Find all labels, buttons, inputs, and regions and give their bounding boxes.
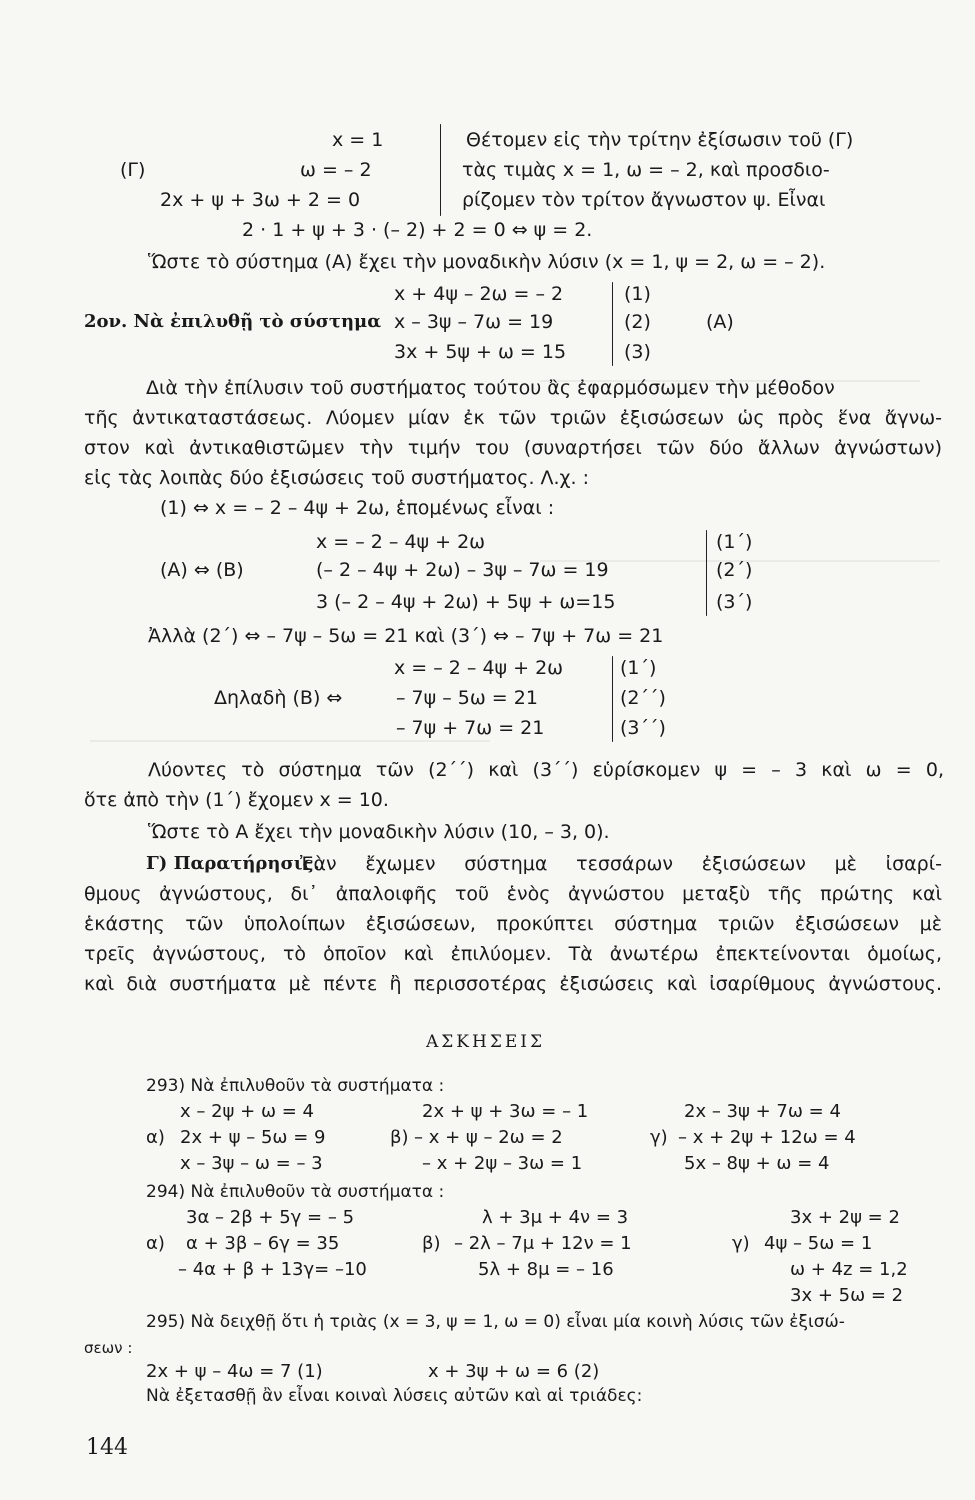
remark-line4: τρεῖς ἀγνώστους, τὸ ὁποῖον καὶ ἐπιλύομεν. Τὰ ἀνωτέρω ἐπεκτείνονται ὁμοίως, xyxy=(84,943,942,965)
e293-b2: – x + ψ – 2ω = 2 xyxy=(414,1127,563,1148)
intro-eq1: x = 1 xyxy=(332,129,384,151)
solve2-line2: ὅτε ἀπὸ τὴν (1΄) ἔχομεν x = 10. xyxy=(84,789,389,811)
e294-c1: 3x + 2ψ = 2 xyxy=(790,1207,900,1228)
ex2-para-line1: Διὰ τὴν ἐπίλυσιν τοῦ συστήματος τούτου ἂς ἐφαρμόσωμεν τὴν μέθοδον xyxy=(146,377,835,399)
intro-text3: ρίζομεν τὸν τρίτον ἄγνωστον ψ. Εἶναι xyxy=(462,189,826,211)
b-label: (A) ⇔ (B) xyxy=(160,559,244,581)
e295-eq2: x + 3ψ + ω = 6 (2) xyxy=(428,1361,600,1382)
ex2-brace xyxy=(612,282,613,366)
ex2-solve-line: (1) ⇔ x = – 2 – 4ψ + 2ω, ἑπομένως εἶναι : xyxy=(160,497,555,519)
b-tag2: (2΄) xyxy=(716,559,753,581)
e294-b1: λ + 3μ + 4ν = 3 xyxy=(482,1207,629,1228)
intro-brace xyxy=(440,124,441,216)
remark-line3: ἑκάστης τῶν ὑπολοίπων ἐξισώσεων, προκύπτει σύστημα τριῶν ἐξισώσεων μὲ xyxy=(84,913,942,935)
d-tag3: (3΄΄) xyxy=(620,717,666,739)
alla-line: Ἀλλὰ (2΄) ⇔ – 7ψ – 5ω = 21 καὶ (3΄) ⇔ – 7ψ + 7ω = 21 xyxy=(148,625,664,647)
d-tag1: (1΄) xyxy=(620,657,657,679)
e294-c4: 3x + 5ω = 2 xyxy=(790,1285,904,1306)
d-eq2: – 7ψ – 5ω = 21 xyxy=(396,687,538,709)
e294-a2: α + 3β – 6γ = 35 xyxy=(186,1233,340,1254)
intro-calc: 2 · 1 + ψ + 3 · (– 2) + 2 = 0 ⇔ ψ = 2. xyxy=(242,219,593,241)
d-label: Δηλαδὴ (B) ⇔ xyxy=(214,687,343,709)
e293-c-label: γ) xyxy=(650,1127,668,1148)
e294-b3: 5λ + 8μ = – 16 xyxy=(478,1259,614,1280)
ex2-eq3: 3x + 5ψ + ω = 15 xyxy=(394,341,567,363)
e293-a-label: α) xyxy=(146,1127,165,1148)
e295-final: Νὰ ἐξετασθῇ ἂν εἶναι κοιναὶ λύσεις αὐτῶν καὶ αἱ τριάδες: xyxy=(146,1386,643,1406)
e294-prompt: 294) Νὰ ἐπιλυθοῦν τὰ συστήματα : xyxy=(146,1182,445,1202)
e293-b3: – x + 2ψ – 3ω = 1 xyxy=(422,1153,583,1174)
e294-a3: – 4α + β + 13γ= –10 xyxy=(178,1259,367,1280)
ex2-eq2: x – 3ψ – 7ω = 19 xyxy=(394,311,554,333)
ex2-para-line4: εἰς τὰς λοιπὰς δύο ἐξισώσεις τοῦ συστήματος. Λ.χ. : xyxy=(84,467,590,489)
intro-text1: Θέτομεν εἰς τὴν τρίτην ἐξίσωσιν τοῦ (Γ) xyxy=(466,129,854,151)
e293-a2: 2x + ψ – 5ω = 9 xyxy=(180,1127,326,1148)
ex2-eq1: x + 4ψ – 2ω = – 2 xyxy=(394,283,564,305)
b-brace xyxy=(706,530,707,616)
e294-b-label: β) xyxy=(422,1233,441,1254)
e293-a1: x – 2ψ + ω = 4 xyxy=(180,1101,314,1122)
e295-prompt2: σεων : xyxy=(84,1339,133,1357)
ex2-tag2: (2) xyxy=(624,311,651,333)
ex2-tag3: (3) xyxy=(624,341,651,363)
e294-c-label: γ) xyxy=(732,1233,750,1254)
e293-c2: – x + 2ψ + 12ω = 4 xyxy=(678,1127,856,1148)
solve2-result: Ὥστε τὸ A ἔχει τὴν μοναδικὴν λύσιν (10, – 3, 0). xyxy=(148,821,610,843)
ex2-para-line3: στον καὶ ἀντικαθιστῶμεν τὴν τιμήν του (συναρτήσει τῶν δύο ἄλλων ἀγνώστων) xyxy=(84,437,942,459)
intro-text2: τὰς τιμὰς x = 1, ω = – 2, καὶ προσδιο- xyxy=(462,159,830,181)
ex2-para-line2: τῆς ἀντικαταστάσεως. Λύομεν μίαν ἐκ τῶν τριῶν ἐξισώσεων ὡς πρὸς ἕνα ἄγνω- xyxy=(84,407,942,429)
b-eq1: x = – 2 – 4ψ + 2ω xyxy=(316,531,486,553)
d-tag2: (2΄΄) xyxy=(620,687,666,709)
e293-c3: 5x – 8ψ + ω = 4 xyxy=(684,1153,830,1174)
intro-eq2: ω = – 2 xyxy=(300,159,372,181)
ex2-sys-label: (A) xyxy=(706,311,734,333)
intro-eq3: 2x + ψ + 3ω + 2 = 0 xyxy=(160,189,361,211)
solve2-line1: Λύοντες τὸ σύστημα τῶν (2΄΄) καὶ (3΄΄) εὑρίσκομεν ψ = – 3 καὶ ω = 0, xyxy=(148,759,944,781)
ex2-heading: 2ον. Νὰ ἐπιλυθῇ τὸ σύστημα xyxy=(84,311,382,332)
d-brace xyxy=(612,656,613,742)
b-eq2: (– 2 – 4ψ + 2ω) – 3ψ – 7ω = 19 xyxy=(316,559,609,581)
b-eq3: 3 (– 2 – 4ψ + 2ω) + 5ψ + ω=15 xyxy=(316,591,616,613)
d-eq1: x = – 2 – 4ψ + 2ω xyxy=(394,657,564,679)
remark-line2: θμους ἀγνώστους, δι᾽ ἀπαλοιφῆς τοῦ ἑνὸς ἀγνώστου μεταξὺ τῆς πρώτης καὶ xyxy=(84,883,942,905)
gamma-label: (Γ) xyxy=(120,159,146,181)
e294-c3: ω + 4z = 1,2 xyxy=(790,1259,908,1280)
e295-prompt1: 295) Νὰ δειχθῇ ὅτι ἡ τριὰς (x = 3, ψ = 1, ω = 0) εἶναι μία κοινὴ λύσις τῶν ἐξισώ- xyxy=(146,1312,845,1332)
ex2-tag1: (1) xyxy=(624,283,651,305)
remark-line1: Ἐὰν ἔχωμεν σύστημα τεσσάρων ἐξισώσεων μὲ ἰσαρί- xyxy=(300,853,942,875)
remark-heading: Γ) Παρατήρησις. xyxy=(146,853,320,874)
remark-line5: καὶ διὰ συστήματα μὲ πέντε ἢ περισσοτέρας ἐξισώσεις καὶ ἰσαρίθμους ἀγνώστους. xyxy=(84,973,942,995)
intro-result: Ὥστε τὸ σύστημα (A) ἔχει τὴν μοναδικὴν λύσιν (x = 1, ψ = 2, ω = – 2). xyxy=(148,251,826,273)
e293-c1: 2x – 3ψ + 7ω = 4 xyxy=(684,1101,841,1122)
e294-a-label: α) xyxy=(146,1233,165,1254)
e294-c2: 4ψ – 5ω = 1 xyxy=(764,1233,873,1254)
page-number: 144 xyxy=(86,1435,128,1460)
e294-a1: 3α – 2β + 5γ = – 5 xyxy=(186,1207,355,1228)
e293-b1: 2x + ψ + 3ω = – 1 xyxy=(422,1101,589,1122)
e295-eq1: 2x + ψ – 4ω = 7 (1) xyxy=(146,1361,323,1382)
d-eq3: – 7ψ + 7ω = 21 xyxy=(396,717,545,739)
b-tag3: (3΄) xyxy=(716,591,753,613)
e294-b2: – 2λ – 7μ + 12ν = 1 xyxy=(454,1233,632,1254)
exercises-title: ΑΣΚΗΣΕΙΣ xyxy=(426,1032,545,1052)
e293-a3: x – 3ψ – ω = – 3 xyxy=(180,1153,323,1174)
b-tag1: (1΄) xyxy=(716,531,753,553)
e293-prompt: 293) Νὰ ἐπιλυθοῦν τὰ συστήματα : xyxy=(146,1076,445,1096)
e293-b-label: β) xyxy=(390,1127,409,1148)
